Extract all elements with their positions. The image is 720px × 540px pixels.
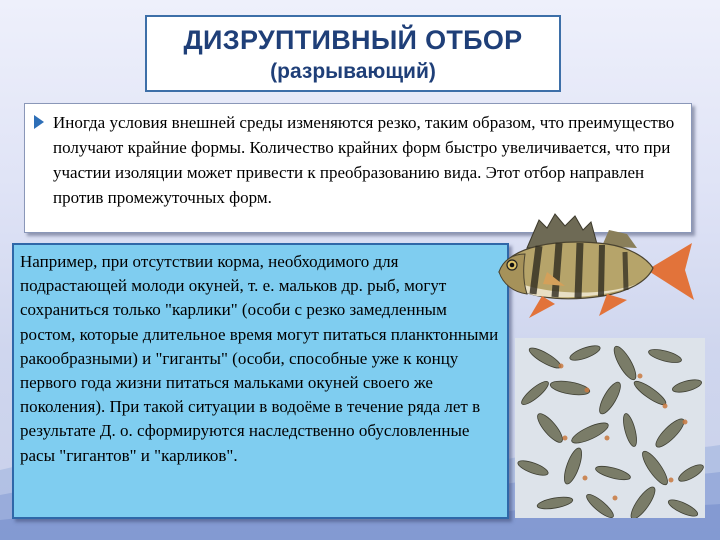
fish-pile-image <box>515 338 705 518</box>
example-text: Например, при отсутствии корма, необходимого для подрастающей молоди окуней, т. е. мальков др. рыб, могут сохраниться только "карлики" (особи с резко замедленным ростом, которые длительное время могут питаться планктонными ракообразными) и "гиганты" (особи, способные уже к концу первого года жизни питаться мальками окуней своего же поколения). При такой ситуации в водоёме в течение ряда лет в результате Д. о. сформируются наследственно обусловленные расы "гигантов" и "карликов". <box>20 252 499 465</box>
title-box <box>145 15 561 92</box>
bullet-arrow-icon <box>34 115 44 129</box>
example-box <box>12 243 509 519</box>
perch-catch-photo <box>515 338 705 518</box>
slide-subtitle: (разрывающий) <box>270 60 436 83</box>
slide-title: ДИЗРУПТИВНЫЙ ОТБОР <box>183 25 523 55</box>
perch-fish-image <box>487 208 697 323</box>
description-text: Иногда условия внешней среды изменяются резко, таким образом, что преимущество получают крайние формы. Количество крайних форм быстро увеличивается, что при участии изоляции может привести к преобразованию вида. Этот отбор направлен против промежуточных форм. <box>53 113 675 207</box>
